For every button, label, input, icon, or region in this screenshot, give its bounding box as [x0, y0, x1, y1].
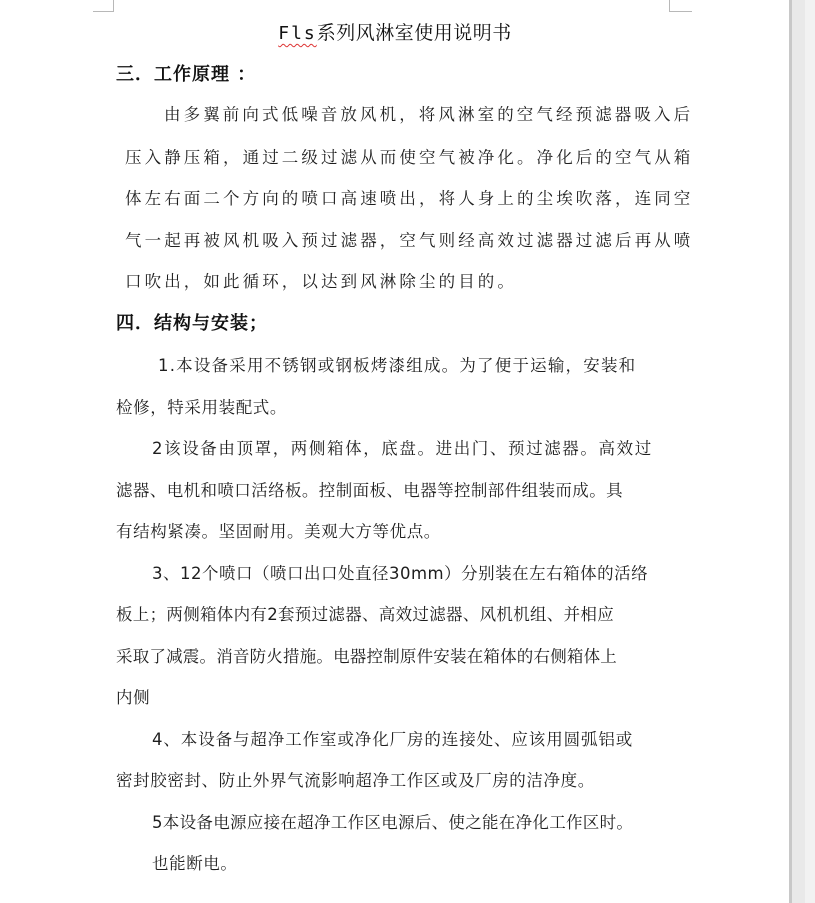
paragraph-line: 2该设备由顶罩，两侧箱体，底盘。进出门、预过滤器。高效过: [152, 439, 653, 458]
paragraph-line: 内侧: [116, 688, 151, 707]
section-heading-working-principle: 三．工作原理 ：: [116, 64, 257, 85]
vertical-scrollbar[interactable]: [805, 0, 815, 903]
paragraph-line: 有结构紧凑。坚固耐用。美观大方等优点。: [116, 522, 441, 541]
paragraph-line: 滤器、电机和喷口活络板。控制面板、电器等控制部件组装而成。具: [116, 481, 623, 500]
title-latin-part: Fls: [278, 23, 317, 44]
paragraph-line: 检修，特采用装配式。: [116, 398, 287, 417]
paragraph-line: 密封胶密封、防止外界气流影响超净工作区或及厂房的洁净度。: [116, 771, 595, 790]
paragraph-line: 板上；两侧箱体内有2套预过滤器、高效过滤器、风机机组、并相应: [116, 605, 614, 624]
paragraph-line: 气一起再被风机吸入预过滤器，空气则经高效过滤器过滤后再从喷: [125, 231, 694, 250]
crop-mark-top-left-horizontal: [93, 11, 114, 12]
paragraph-line: 采取了减震。消音防火措施。电器控制原件安装在箱体的右侧箱体上: [116, 647, 617, 666]
paragraph-line: 也能断电。: [152, 854, 238, 873]
paragraph-line: 5本设备电源应接在超净工作区电源后、使之能在净化工作区时。: [152, 813, 634, 832]
paragraph-line: 口吹出，如此循环，以达到风淋除尘的目的。: [125, 272, 517, 291]
document-title: [0, 21, 790, 46]
paragraph-line: 3、12个喷口（喷口出口处直径30mm）分别装在左右箱体的活络: [152, 564, 649, 583]
paragraph-line: 压入静压箱，通过二级过滤从而使空气被净化。净化后的空气从箱: [125, 148, 694, 167]
section-heading-structure-installation: 四．结构与安装；: [116, 313, 268, 334]
paragraph-line: 体左右面二个方向的喷口高速喷出，将人身上的尘埃吹落，连同空: [125, 189, 694, 208]
paragraph-line: 由多翼前向式低噪音放风机，将风淋室的空气经预滤器吸入后: [164, 105, 694, 124]
paragraph-line: 1.本设备采用不锈钢或钢板烤漆组成。为了便于运输，安装和: [158, 356, 637, 375]
title-text: 系列风淋室使用说明书: [316, 22, 512, 44]
page-edge-shadow: [789, 0, 792, 903]
paragraph-line: 4、本设备与超净工作室或净化厂房的连接处、应该用圆弧铝或: [152, 730, 634, 749]
crop-mark-top-right-horizontal: [669, 11, 692, 12]
